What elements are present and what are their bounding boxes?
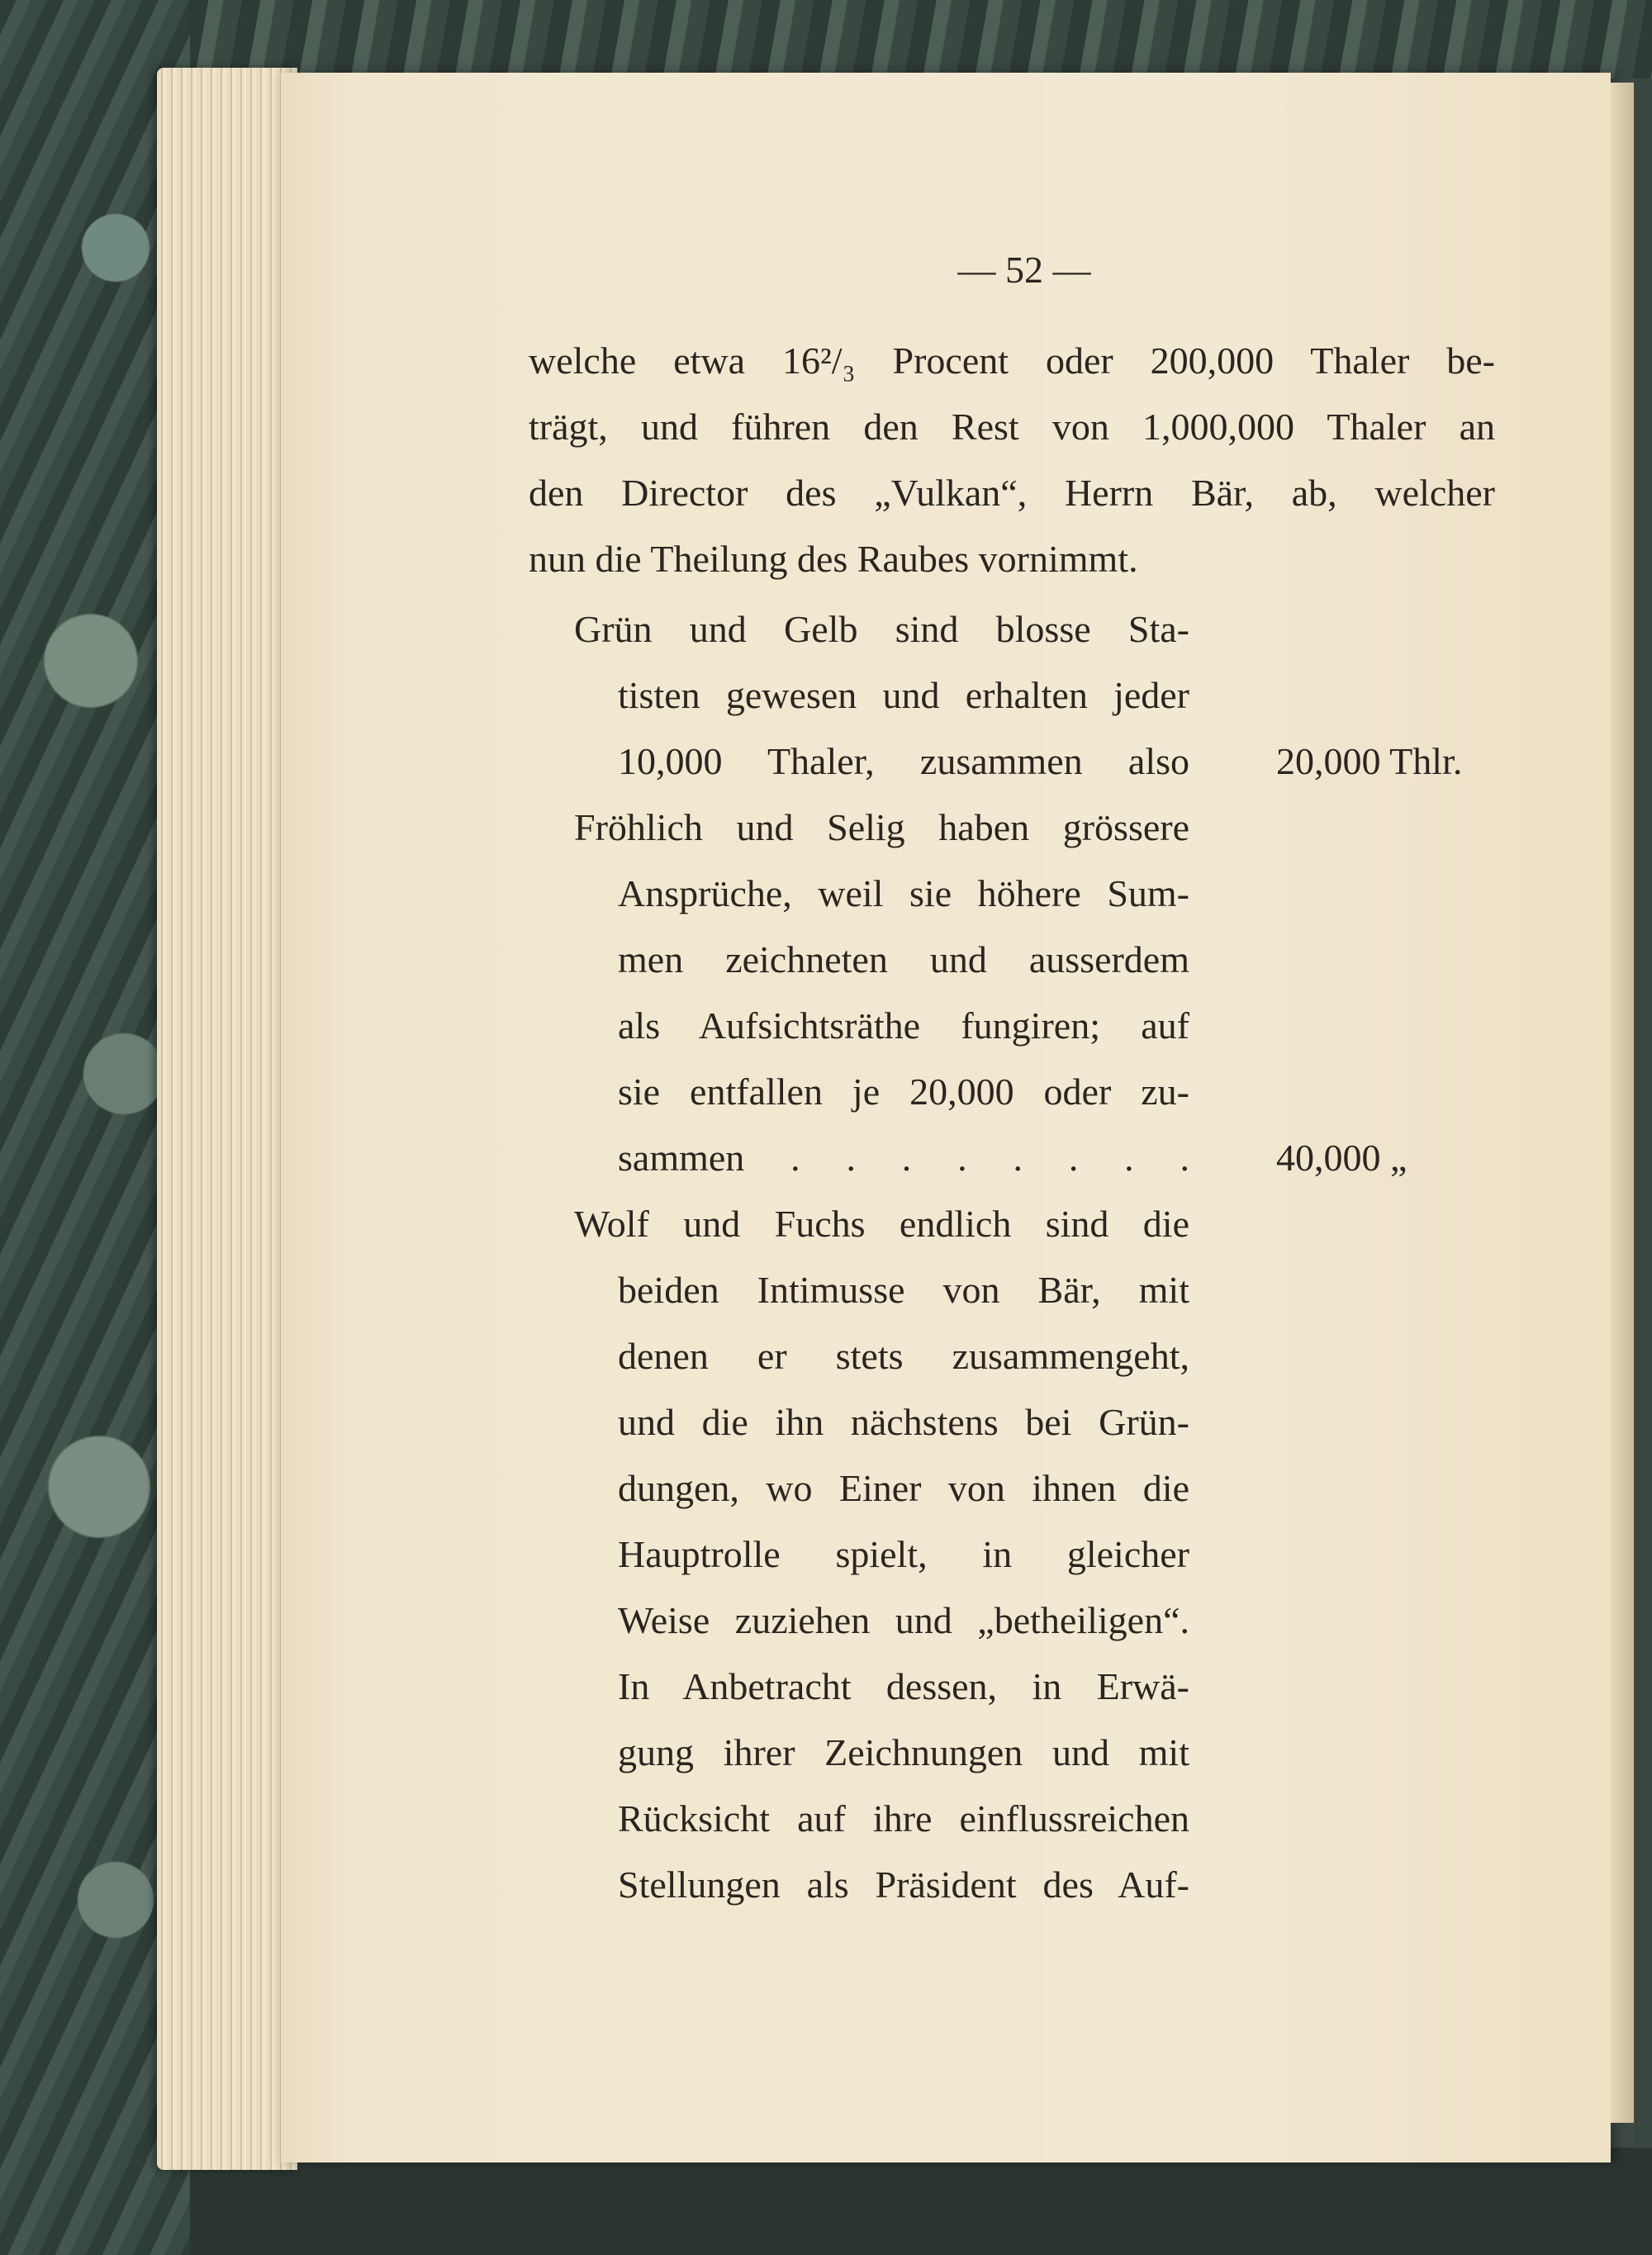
entry-2-line-3: men zeichneten und ausserdem	[618, 938, 1189, 980]
entry-1-line-2: tisten gewesen und erhalten jeder	[618, 674, 1189, 716]
intro-line-2: trägt, und führen den Rest von 1,000,000 Thaler an	[529, 406, 1495, 448]
next-page-edge	[1611, 83, 1634, 2123]
entry-2-line-1: Fröhlich und Selig haben grössere	[574, 806, 1189, 848]
intro-line-3: den Director des „Vulkan“, Herrn Bär, ab, welcher	[529, 472, 1495, 514]
entry-2-line-4: als Aufsichtsräthe fungiren; auf	[618, 1004, 1189, 1047]
cover-top-edge	[190, 0, 1652, 78]
page-number: — 52 —	[957, 249, 1091, 291]
entry-3-line-3: denen er stets zusammengeht,	[618, 1335, 1189, 1377]
entry-3-line-10: Rücksicht auf ihre einflussreichen	[618, 1797, 1189, 1840]
entry-1-line-1: Grün und Gelb sind blosse Sta-	[574, 608, 1189, 650]
entry-2-line-6: sammen . . . . . . . .	[618, 1137, 1189, 1179]
entry-2-line-2: Ansprüche, weil sie höhere Sum-	[618, 872, 1189, 914]
entry-2-amount: 40,000 „	[1276, 1137, 1408, 1179]
intro-line-1: welche etwa 16²/₃ Procent oder 200,000 Thaler be-	[529, 339, 1495, 382]
entry-2-line-5: sie entfallen je 20,000 oder zu-	[618, 1071, 1189, 1113]
entry-3-line-7: Weise zuziehen und „betheiligen“.	[618, 1599, 1189, 1641]
entry-3-line-4: und die ihn nächstens bei Grün-	[618, 1401, 1189, 1443]
cover-right-edge	[1634, 78, 1652, 2255]
book-page	[281, 73, 1611, 2162]
intro-line-4: nun die Theilung des Raubes vornimmt.	[529, 538, 1138, 580]
page-block-edges	[157, 68, 297, 2170]
entry-3-line-11: Stellungen als Präsident des Auf-	[618, 1863, 1189, 1906]
entry-3-line-1: Wolf und Fuchs endlich sind die	[574, 1203, 1189, 1245]
entry-3-line-6: Hauptrolle spielt, in gleicher	[618, 1533, 1189, 1575]
entry-3-line-2: beiden Intimusse von Bär, mit	[618, 1269, 1189, 1311]
entry-1-line-3: 10,000 Thaler, zusammen also	[618, 740, 1189, 782]
entry-1-amount: 20,000 Thlr.	[1276, 740, 1463, 782]
cover-bottom-edge	[190, 2148, 1652, 2255]
entry-3-line-8: In Anbetracht dessen, in Erwä-	[618, 1665, 1189, 1707]
entry-3-line-5: dungen, wo Einer von ihnen die	[618, 1467, 1189, 1509]
entry-3-line-9: gung ihrer Zeichnungen und mit	[618, 1731, 1189, 1773]
